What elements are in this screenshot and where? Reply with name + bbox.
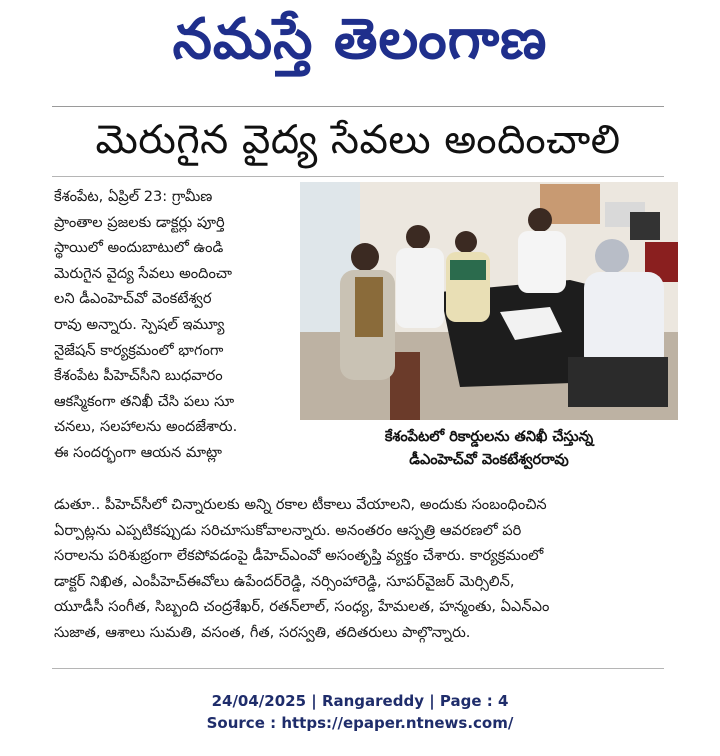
body-line: కేశంపేట పీహెచ్‌సీని బుధవారం xyxy=(54,367,223,385)
body-line: ఆకస్మికంగా తనిఖీ చేసి పలు సూ xyxy=(54,392,235,410)
body-line: నైజేషన్ కార్యక్రమంలో భాగంగా xyxy=(54,341,224,359)
article-photo xyxy=(300,182,678,420)
body-line: చనలు, సలహాలను అందజేశారు. xyxy=(54,418,238,436)
article-body xyxy=(52,180,664,666)
body-line: సరాలను పరిశుభ్రంగా లేకపోవడంపై డీహెచ్ఎంవో అసంతృప్తి వ్యక్తం చేశారు. కార్యక్రమంలో xyxy=(54,547,544,565)
page-footer xyxy=(0,690,720,734)
body-line: ఈ సందర్భంగా ఆయన మాట్లా xyxy=(54,443,222,461)
caption-line: డీఎంహెచ్‌వో వెంకటేశ్వరరావు xyxy=(409,452,569,468)
body-line: డుతూ.. పీహెచ్‌సీలో చిన్నారులకు అన్ని రకాల టీకాలు వేయాలని, అందుకు సంబంధించిన xyxy=(54,496,547,513)
bottom-divider xyxy=(52,668,664,669)
newspaper-masthead xyxy=(0,0,720,80)
photo-caption xyxy=(300,426,678,472)
body-line: మెరుగైన వైద్య సేవలు అందించా xyxy=(54,264,232,282)
body-line: డాక్టర్ నిఖిత, ఎంపీహెచ్ఈవోలు ఉపేందర్‌రెడ్డి, నర్సింహారెడ్డి, సూపర్‌వైజర్ మెర్సిలిన్, xyxy=(54,572,515,590)
body-line: ప్రాంతాల ప్రజలకు డాక్టర్లు పూర్తి xyxy=(54,213,225,231)
caption-line: కేశంపేటలో రికార్డులను తనిఖీ చేస్తున్న xyxy=(384,429,594,445)
top-divider xyxy=(52,106,664,107)
body-line: సుజాత, ఆశాలు సుమతి, వసంత, గీత, సరస్వతి, తదితరులు పాల్గొన్నారు. xyxy=(54,623,471,641)
source-link[interactable]: Source : https://epaper.ntnews.com/ xyxy=(206,714,514,732)
edition-info: 24/04/2025 | Rangareddy | Page : 4 xyxy=(211,692,509,710)
newspaper-logo: నమస్తే తెలంగాణ xyxy=(172,7,548,72)
body-line: రావు అన్నారు. స్పెషల్ ఇమ్యూ xyxy=(54,315,225,333)
body-line: స్థాయిలో అందుబాటులో ఉండి xyxy=(54,239,224,257)
article-full-width-text xyxy=(54,492,660,646)
office-inspection-photo xyxy=(300,182,678,420)
body-line: లని డీఎంహెచ్‌వో వెంకటేశ్వర xyxy=(54,290,212,308)
article-headline: మెరుగైన వైద్య సేవలు అందించాలి xyxy=(95,117,621,163)
headline-divider xyxy=(52,176,664,177)
article-left-column xyxy=(54,184,296,466)
body-line: కేశంపేట, ఏప్రిల్ 23: గ్రామీణ xyxy=(54,188,213,205)
body-line: ఏర్పాట్లను ఎప్పటికప్పుడు సరిచూసుకోవాలన్నారు. అనంతరం ఆస్పత్రి ఆవరణలో పరి xyxy=(54,521,522,539)
body-line: యూడీసీ సంగీత, సిబ్బంది చంద్రశేఖర్, రతన్‌లాల్, సంధ్య, హేమలత, హన్మంతు, ఏఎన్ఎం xyxy=(54,598,550,616)
